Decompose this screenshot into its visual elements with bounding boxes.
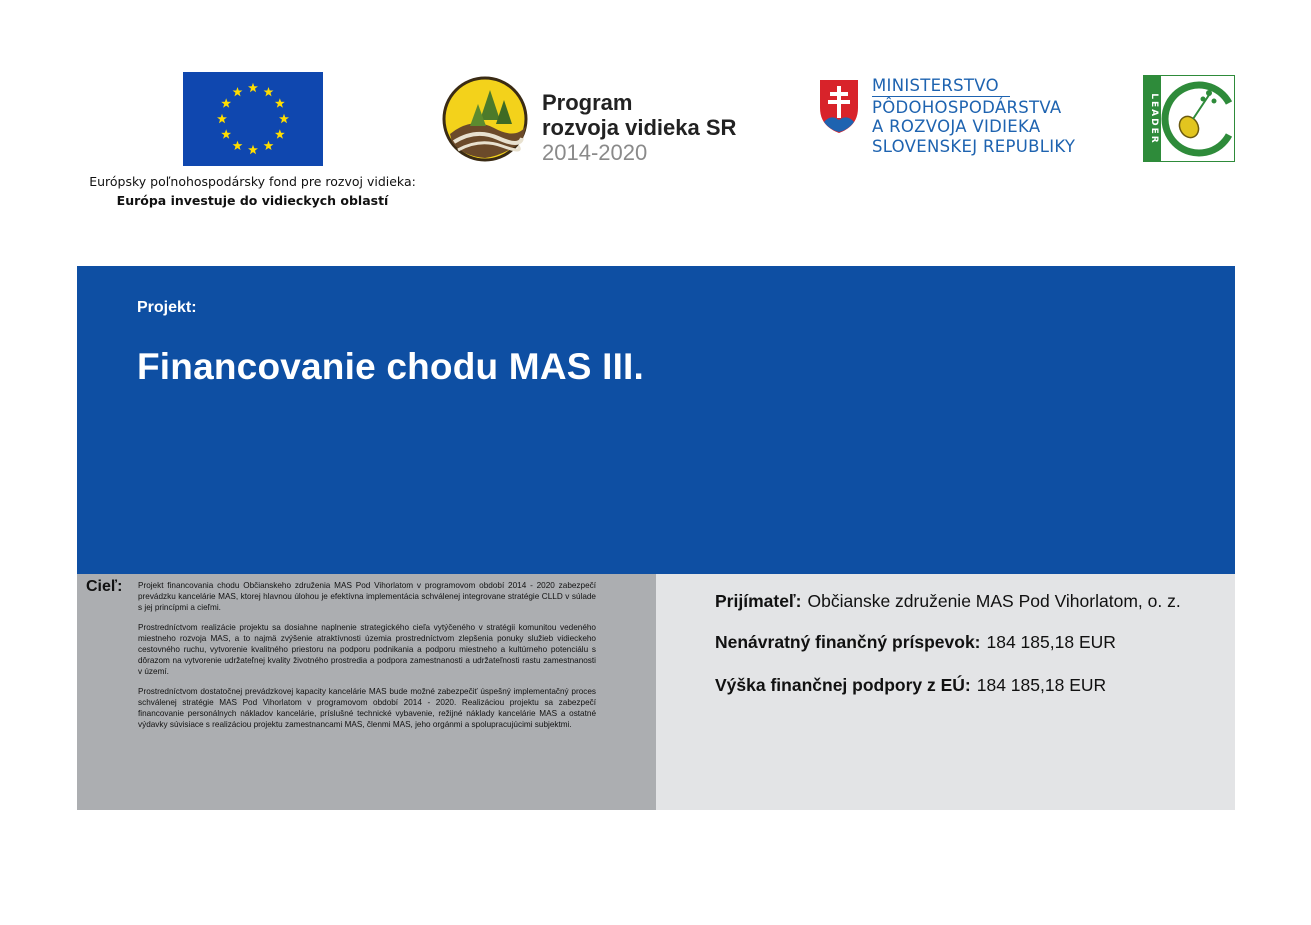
rural-development-program-title (542, 90, 736, 166)
ministry-line1: MINISTERSTVO (872, 76, 999, 95)
goal-paragraph: Prostredníctvom realizácie projektu sa dosiahne naplnenie strategického cieľa vytýčeného v stratégii komunitou vedeného miestneho rozvoja MAS, a to najmä zvýšenie atraktívnosti územia prostredníctvom zlepšenia ponuky služieb vidieckeho cestovného ruchu, vytvorenie kvalitného priestoru na podporu podnikania a podporu miestneho a kultúrneho potenciálu s dôrazom na vytvorenie udržateľnej kvality životného prostredia a podpora zamestnanosti a udržateľnosti rastu zamestnanosti v území. (138, 623, 596, 676)
leader-logo-icon (1143, 75, 1235, 162)
eu-caption-line2: Európa investuje do vidieckych oblastí (116, 193, 389, 208)
eu-support-label: Výška finančnej podpory z EÚ: (715, 675, 971, 695)
svg-text:LEADER: LEADER (1149, 93, 1159, 145)
eu-support-value: 184 185,18 EUR (976, 675, 1107, 695)
prv-line2: rozvoja vidieka SR (542, 115, 737, 140)
eu-support-row (715, 675, 1106, 696)
ministry-line3: A ROZVOJA VIDIEKA (872, 117, 1041, 136)
goal-paragraph: Prostredníctvom dostatočnej prevádzkovej kapacity kancelárie MAS bude možné zabezpečiť úspešný implementačný proces schválenej stratégie MAS Pod Vihorlatom v programovom období 2014 - 2020. Realizáciou projektu sa zabezpečí financovanie personálnych nákladov kancelárie, príslušné technické vybavenie, režijné náklady kancelárie MAS a ostatné výdavky súvisiace s realizáciou projektu zamestnancami MAS, členmi MAS, jeho orgánmi a spolupracujúcimi subjektmi. (138, 687, 596, 729)
slovak-coat-of-arms-icon (818, 78, 860, 134)
eu-flag-icon (183, 72, 323, 166)
project-label: Projekt: (137, 299, 197, 316)
recipient-value: Občianske združenie MAS Pod Vihorlatom, o. z. (807, 591, 1181, 611)
info-panel (656, 574, 1235, 810)
recipient-row (715, 591, 1181, 612)
grant-row (715, 632, 1116, 653)
recipient-label: Prijímateľ: (715, 591, 802, 611)
rural-development-program-logo-icon (442, 76, 528, 162)
ministry-line4: SLOVENSKEJ REPUBLIKY (872, 136, 1076, 156)
prv-years: 2014-2020 (542, 140, 648, 165)
project-band (77, 266, 1235, 574)
eu-fund-caption (75, 172, 430, 210)
goal-panel (77, 574, 656, 810)
project-title: Financovanie chodu MAS III. (137, 346, 645, 387)
prv-line1: Program (542, 90, 633, 115)
ministry-line2: PÔDOHOSPODÁRSTVA (872, 97, 1062, 117)
goal-text (138, 580, 596, 739)
grant-label: Nenávratný finančný príspevok: (715, 632, 981, 652)
goal-paragraph: Projekt financovania chodu Občianskeho združenia MAS Pod Vihorlatom v programovom období 2014 - 2020 zabezpečí prevádzku kancelárie MAS, ktorej hlavnou úlohou je efektívna implementácia schválenej integrovane stratégie CLLD v súlade s jej princípmi a cieľmi. (138, 581, 596, 612)
ministry-divider (872, 96, 1010, 97)
goal-label: Cieľ: (86, 578, 123, 595)
eu-caption-line1: Európsky poľnohospodársky fond pre rozvoj vidieka: (89, 174, 416, 189)
ministry-name (872, 76, 1075, 156)
grant-value: 184 185,18 EUR (986, 632, 1116, 652)
